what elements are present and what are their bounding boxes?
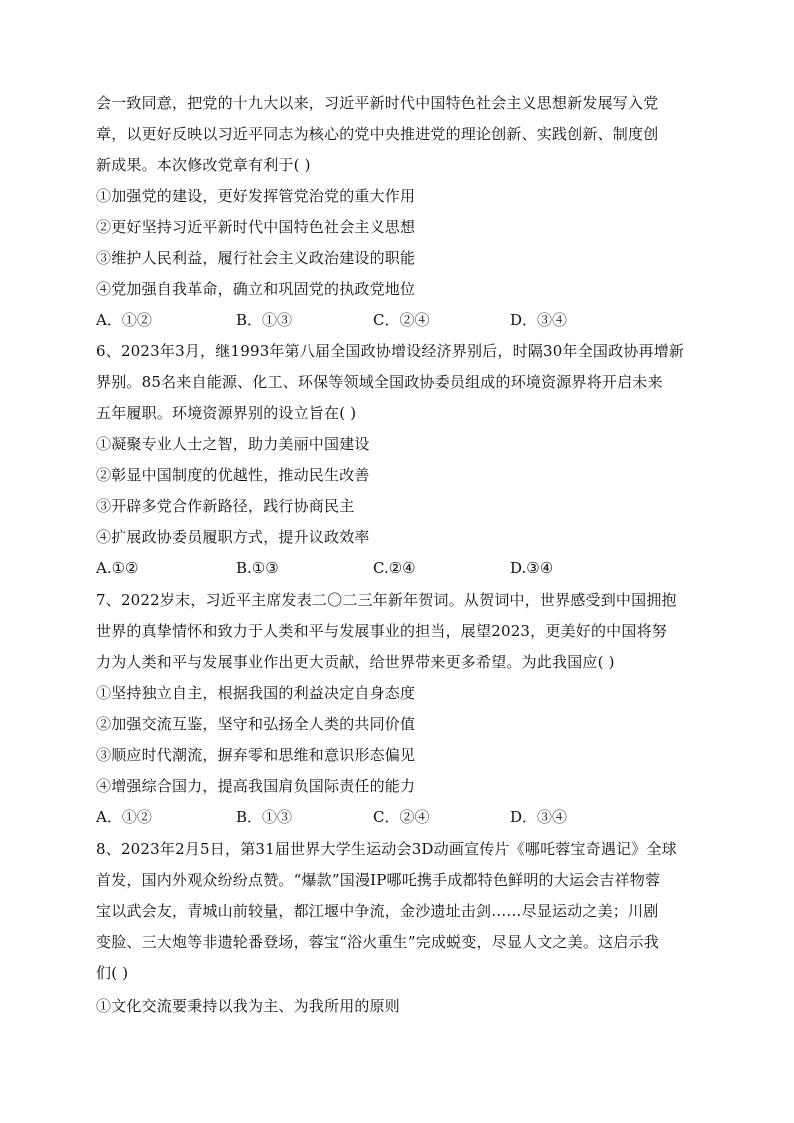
question-5-options	[96, 310, 716, 330]
question-7-option-b[interactable]: B．①③	[236, 808, 293, 826]
question-7-statement: ①坚持独立自主，根据我国的利益决定自身态度	[96, 684, 416, 702]
question-6-statement: ②彰显中国制度的优越性，推动民生改善	[96, 466, 370, 484]
question-7-options	[96, 807, 716, 827]
question-8-text-line: 们( )	[96, 964, 129, 982]
question-6-option-c[interactable]: C.②④	[373, 559, 416, 577]
question-7-statement: ③顺应时代潮流，摒弃零和思维和意识形态偏见	[96, 746, 416, 764]
question-7-text-line: 力为人类和平与发展事业作出更大贡献，给世界带来更多希望。为此我国应( )	[96, 653, 615, 671]
question-7-statement: ②加强交流互鉴，坚守和弘扬全人类的共同价值	[96, 715, 416, 733]
question-5-statement: ④党加强自我革命，确立和巩固党的执政党地位	[96, 280, 416, 298]
question-8-text-line: 首发，国内外观众纷纷点赞。“爆款”国漫IP哪吒携手成都特色鲜明的大运会吉祥物蓉	[96, 871, 661, 889]
question-5-statement: ③维护人民利益，履行社会主义政治建设的职能	[96, 249, 416, 267]
question-5-option-b[interactable]: B．①③	[236, 311, 293, 329]
question-8-text-line: 变脸、三大炮等非遗轮番登场，蓉宝“浴火重生”完成蜕变，尽显人文之美。这启示我	[96, 933, 659, 951]
question-6-statement: ①凝聚专业人士之智，助力美丽中国建设	[96, 435, 370, 453]
question-6-options	[96, 558, 716, 578]
question-6-option-d[interactable]: D.③④	[510, 559, 554, 577]
question-8-text-line: 8、2023年2月5日，第31届世界大学生运动会3D动画宣传片《哪吒蓉宝奇遇记》全球	[96, 840, 677, 858]
question-5-option-d[interactable]: D．③④	[510, 311, 568, 329]
question-7-statement: ④增强综合国力，提高我国肩负国际责任的能力	[96, 777, 416, 795]
question-5-text-line: 章，以更好反映以习近平同志为核心的党中央推进党的理论创新、实践创新、制度创	[96, 125, 659, 143]
question-6-text-line: 界别。85名来自能源、化工、环保等领域全国政协委员组成的环境资源界将开启未来	[96, 373, 663, 391]
question-7-text-line: 世界的真挚情怀和致力于人类和平与发展事业的担当，展望2023，更美好的中国将努	[96, 622, 667, 640]
question-5-text-line: 会一致同意，把党的十九大以来，习近平新时代中国特色社会主义思想新发展写入党	[96, 94, 659, 112]
question-8-statement: ①文化交流要秉持以我为主、为我所用的原则	[96, 997, 401, 1015]
question-6-text-line: 6、2023年3月，继1993年第八届全国政协增设经济界别后，时隔30年全国政协再增新	[96, 342, 685, 360]
question-6-statement: ③开辟多党合作新路径，践行协商民主	[96, 497, 355, 515]
question-5-statement: ①加强党的建设，更好发挥管党治党的重大作用	[96, 187, 416, 205]
question-7-option-c[interactable]: C．②④	[373, 808, 430, 826]
question-5-option-a[interactable]: A．①②	[96, 311, 152, 329]
question-6-option-a[interactable]: A.①②	[96, 559, 139, 577]
question-7-option-d[interactable]: D．③④	[510, 808, 568, 826]
question-5-text-line: 新成果。本次修改党章有利于( )	[96, 156, 311, 174]
question-8-text-line: 宝以武会友，青城山前较量，都江堰中争流，金沙遗址击剑……尽显运动之美；川剧	[96, 902, 659, 920]
question-6-statement: ④扩展政协委员履职方式，提升议政效率	[96, 528, 370, 546]
question-7-option-a[interactable]: A．①②	[96, 808, 152, 826]
question-6-text-line: 五年履职。环境资源界别的设立旨在( )	[96, 404, 357, 422]
question-7-text-line: 7、2022岁末，习近平主席发表二〇二三年新年贺词。从贺词中，世界感受到中国拥抱	[96, 591, 677, 609]
question-5-statement: ②更好坚持习近平新时代中国特色社会主义思想	[96, 218, 416, 236]
question-6-option-b[interactable]: B.①③	[236, 559, 279, 577]
question-5-option-c[interactable]: C．②④	[373, 311, 430, 329]
